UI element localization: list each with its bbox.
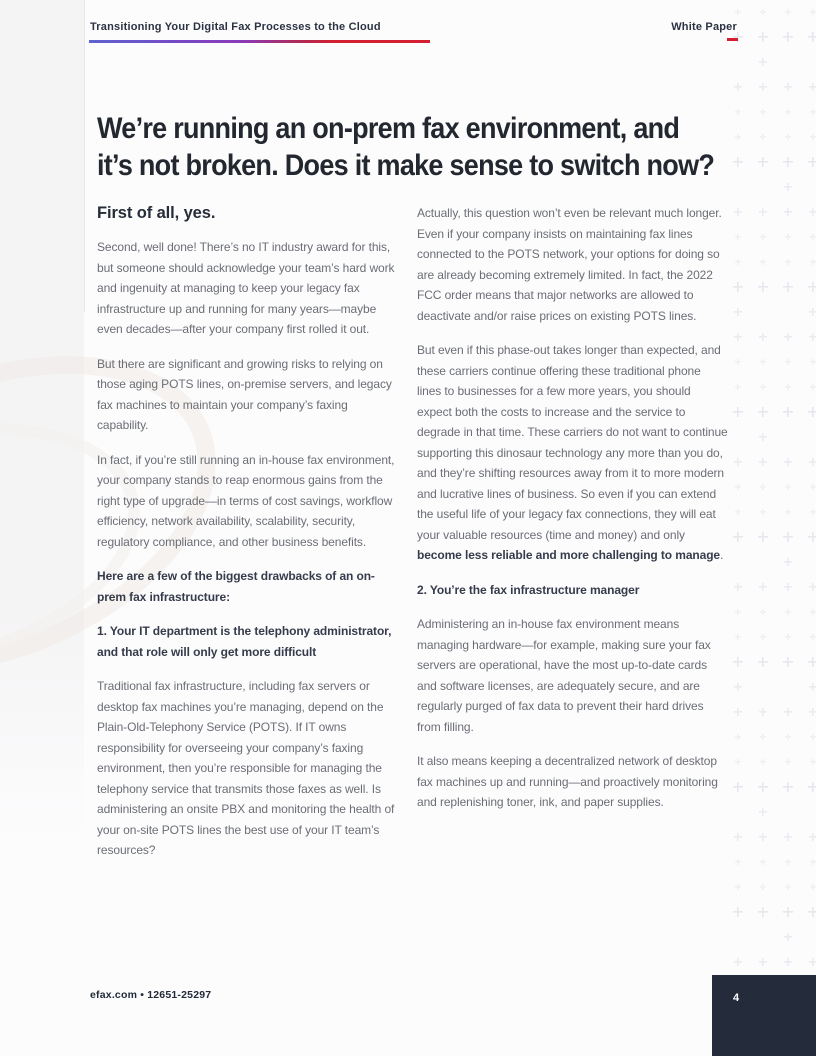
section-heading: First of all, yes.	[97, 204, 216, 222]
running-header-title: Transitioning Your Digital Fax Processes to the Cloud	[90, 21, 381, 33]
header-doc-type-label: White Paper	[671, 21, 737, 33]
paragraph: In fact, if you’re still running an in-house fax environment, your company stands to reap enormous gains from the right type of upgrade—in terms of cost savings, workflow efficiency, network availability, scalability, security, regulatory compliance, and other business benefits.	[97, 452, 395, 549]
header-gradient-rule	[89, 40, 430, 43]
right-column	[417, 203, 728, 875]
emphasized-text: become less reliable and more challenging to manage	[417, 548, 720, 562]
paragraph: Actually, this question won’t even be relevant much longer. Even if your company insists on maintaining fax lines connected to the POTS network, your options for doing so are already becoming extremely limited. In fact, the 2022 FCC order means that major networks are allowed to deactivate and/or raise prices on existing POTS lines.	[417, 206, 722, 323]
doc-type-accent-bar	[727, 38, 738, 41]
paragraph: Second, well done! There’s no IT industry award for this, but someone should acknowledge your team’s hard work and ingenuity at managing to keep your legacy fax infrastructure up and running for many years—maybe even decades—after your company first rolled it out.	[97, 240, 395, 336]
body-columns	[97, 203, 728, 875]
drawbacks-intro: Here are a few of the biggest drawbacks of an on-prem fax infrastructure:	[97, 569, 375, 604]
paragraph: Traditional fax infrastructure, including fax servers or desktop fax machines you’re managing, depend on the Plain-Old-Telephony Service (POTS). If IT owns responsibility for overseeing your company’s faxing environment, then you’re responsible for managing the telephony service that transmits those faxes as well. Is administering an onsite PBX and monitoring the health of your on-site POTS lines the best use of your IT team’s resources?	[97, 679, 395, 857]
left-column	[97, 203, 400, 875]
page-title	[97, 110, 741, 184]
paragraph-text: But even if this phase-out takes longer than expected, and these carriers continue offering these traditional phone lines to businesses for a few more years, you should expect both the costs to increase and the service to degrade in that time. These carriers do not want to continue supporting this dinosaur technology any more than you do, and they’re shifting resources away from it to more modern and lucrative lines of business. So even if you can extend the useful life of your legacy fax connections, they will eat your valuable resources (time and money) and only	[417, 343, 728, 542]
subheading-1: 1. Your IT department is the telephony administrator, and that role will only get more difficult	[97, 624, 392, 659]
paragraph: It also means keeping a decentralized network of desktop fax machines up and running—and proactively monitoring and replenishing toner, ink, and paper supplies.	[417, 754, 718, 809]
subheading-2: 2. You’re the fax infrastructure manager	[417, 582, 640, 597]
paragraph	[417, 340, 728, 566]
page-title-line-2: it’s not broken. Does it make sense to switch now?	[97, 149, 715, 182]
left-vertical-rule	[84, 0, 85, 312]
footer-site-and-code: efax.com • 12651-25297	[90, 989, 212, 1001]
paragraph-text: .	[720, 548, 724, 562]
paragraph: Administering an in-house fax environment means managing hardware—for example, making sure your fax servers are operational, have the most up-to-date cards and software licenses, are adequately secure, and are regularly purged of fax data to prevent their hard drives from filling.	[417, 617, 711, 734]
page-title-line-1: We’re running an on-prem fax environment, and	[97, 112, 680, 145]
paragraph: But there are significant and growing risks to relying on those aging POTS lines, on-premise servers, and legacy fax machines to maintain your company’s faxing capability.	[97, 356, 392, 432]
page-number: 4	[733, 992, 740, 1004]
page-number-block	[712, 975, 816, 1056]
